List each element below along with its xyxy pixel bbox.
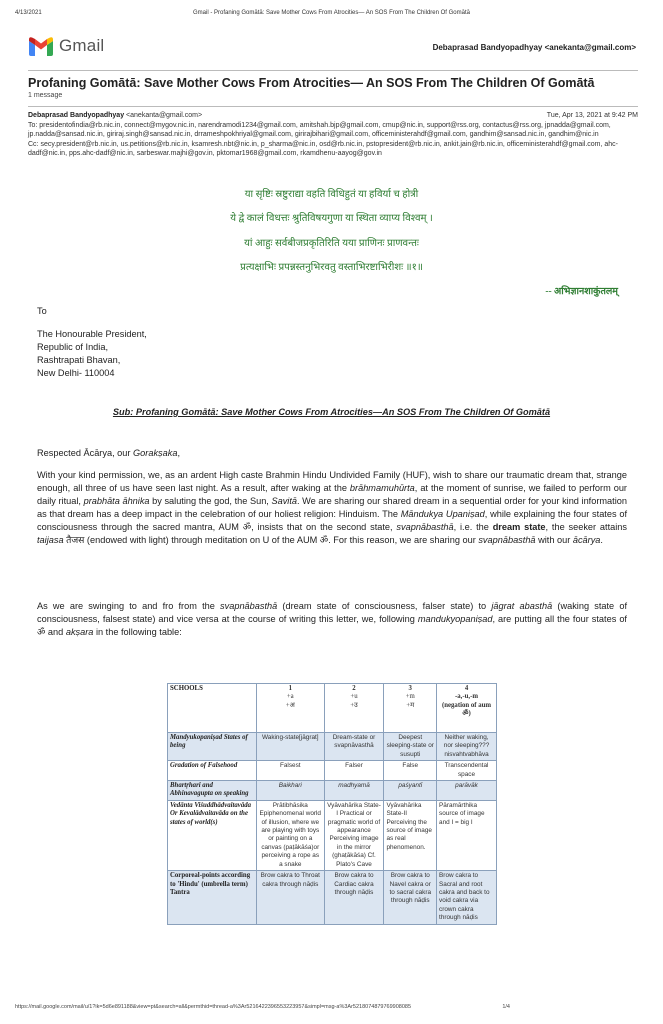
recipient-address — [37, 328, 627, 380]
paragraph-2: As we are swinging to and fro from the svapnābasthā (dream state of consciousness, falser state) to jāgrat abasthā (waking state of consciousness, falsest state) and vice versa at the course of writing this letter, we, following mandukyopaniṣad, are putting all the four states of ॐ and akṣara in the following table: — [37, 601, 628, 637]
to-label: To — [37, 306, 47, 316]
header-label: SCHOOLS — [168, 684, 257, 733]
gmail-header — [28, 36, 638, 62]
table-row — [168, 781, 497, 801]
table-cell: Vyāvahārika State-II Perceiving the source of image as real phenomenon. — [384, 800, 437, 870]
table-cell: Deepest sleeping-state or susupti — [384, 733, 437, 761]
verse-line: यां आहुः सर्वबीजप्रकृतिरिति यया प्राणिनः प्राणवन्तः — [244, 238, 419, 249]
header-col-3: 3 +m +म — [384, 684, 437, 733]
table-cell: Dream-state or svapnāvasthā — [324, 733, 384, 761]
table-row — [168, 800, 497, 870]
table-cell: Brow cakra to Cardiac cakra through nāḍis — [324, 871, 384, 924]
cc-recipients: Cc: secy.president@rb.nic.in, us.petitions@rb.nic.in, ksamresh.nbt@nic.in, p_sharma@nic.in, osd@rb.nic.in, pstopresident@rb.nic.in, ankit.jain@rb.nic.in, officeministerahdf@gmail.com, ahc-dadf@nic.in, pps.ahc-dadf@nic.in, sarbeswar.majhi@gov.in, pktomar1968@gmail.com, rkamdhenu-aayog@gov.in — [28, 140, 618, 158]
table-header-row — [168, 684, 497, 733]
row-label: Vedānta Viśuddhādvaitavāda Or Kevalādvaitavāda on the states of world(s) — [168, 800, 257, 870]
table-cell: Falsest — [257, 761, 325, 781]
table-cell: Brow cakra to Navel cakra or to sacral cakra through nāḍis — [384, 871, 437, 924]
to-recipients: To: presidentofindia@rb.nic.in, connect@mygov.nic.in, narendramodi1234@gmail.com, amitshah.bjp@gmail.com, cmup@nic.in, support@rss.org, contactus@rss.org, jpnadda@gmail.com, jp.nadda@sansad.nic.in, giriraj.singh@sansad.nic.in, drrameshpokhriyal@gmail.com, girirajbihari@gmail.com, officeministerahdf@gmail.com, gandhim@sansad.nic.in, gandhim@nic.in — [28, 121, 611, 139]
row-label: Bhartṛhari and Abhinavagupta on speaking — [168, 781, 257, 801]
thread-subject: Profaning Gomātā: Save Mother Cows From Atrocities— An SOS From The Children Of Gomātā — [28, 76, 595, 90]
page-url: https://mail.google.com/mail/u/1?ik=5d6e891188&view=pt&search=all&permthid=thread-a%3Ar5216422396553223957&simpl=msg-a%3Ar5218074879769908085 — [15, 1004, 412, 1010]
address-line: The Honourable President, — [37, 329, 147, 339]
row-label: Gradation of Falsehood — [168, 761, 257, 781]
address-line: New Delhi- 110004 — [37, 368, 115, 378]
table-row — [168, 871, 497, 924]
row-label: Corporeal-points according to 'Hindu' (umbrella term) Tantra — [168, 871, 257, 924]
print-title: Gmail - Profaning Gomātā: Save Mother Cows From Atrocities— An SOS From The Children Of Gomātā — [193, 10, 470, 16]
table-cell: Pāramārthika source of image and I = big I — [437, 800, 497, 870]
paragraph-1: With your kind permission, we, as an ardent High caste Brahmin Hindu Undivided Family (HUF), wish to share our traumatic dream that, strange enough, all three of us have seen last night. As a result, after waking at the brāhmamuhūrta, at the moment of sunrise, we failed to perform our daily ritual, prabhāta āhnika by saluting the god, the Sun, Savitā. We are sharing our shared dream in a sequential order for your kind information as that dream has a deep impact in the celebration of our holiest religion: Hinduism. The Māndukya Upaniṣad, while explaining the four states of consciousness through the sacred mantra, AUM ॐ, insists that on the second state, svapnābasthā, i.e. the dream state, the seeker attains taijasa तैजस (endowed with light) through meditation on U of the AUM ॐ. For this reason, we are sharing our svapnābasthā with our ācārya. — [37, 470, 627, 545]
table-cell: parāvāk — [437, 781, 497, 801]
header-col-4: 4 -a,-u,-m (negation of aum ॐ) — [437, 684, 497, 733]
message-count: 1 message — [28, 92, 63, 99]
table-cell: Waking-state[jāgrat] — [257, 733, 325, 761]
divider — [28, 70, 638, 71]
sender-name: Debaprasad Bandyopadhyay — [28, 112, 125, 119]
salutation: Respected Ācārya, our Gorakṣaka, — [37, 448, 181, 458]
divider — [28, 106, 638, 107]
gmail-logo-text: Gmail — [59, 36, 105, 55]
table-row — [168, 761, 497, 781]
address-line: Rashtrapati Bhavan, — [37, 355, 121, 365]
verse-line: ये द्वे कालं विधत्तः श्रुतिविषयगुणा या स्थिता व्याप्य विश्वम् । — [230, 213, 433, 224]
table-cell: Brow cakra to Sacral and root cakra and back to void cakra via crown cakra through nāḍis — [437, 871, 497, 924]
table-cell: Vyāvahārika State-I Practical or pragmatic world of appearance Perceiving image in the mirror (ghaṭākāśa) Cf. Plato's Cave — [324, 800, 384, 870]
header-col-2: 2 +u +उ — [324, 684, 384, 733]
header-col-1: 1 +a +अ — [257, 684, 325, 733]
verse-source: -- अभिज्ञानशाकुंतलम् — [545, 287, 618, 297]
table-cell: Baikhari — [257, 781, 325, 801]
message-date: Tue, Apr 13, 2021 at 9:42 PM — [546, 112, 638, 119]
table-cell: False — [384, 761, 437, 781]
verse-line: या सृष्टिः स्रष्टुराद्या वहति विधिहुतं या हविर्या च होत्री — [244, 189, 419, 200]
table-row — [168, 733, 497, 761]
table-cell: Prātibhāsika Epiphenomenal world of illusion, where we are playing with toys or painting on a canvas (paṭākāśa)or perceiving a rope as a snake — [257, 800, 325, 870]
row-label: Mandyukopaniṣad States of being — [168, 733, 257, 761]
gmail-logo[interactable] — [28, 36, 104, 56]
table-cell: Falser — [324, 761, 384, 781]
table-cell: paśyantī — [384, 781, 437, 801]
page-number: 1/4 — [502, 1004, 510, 1010]
table-cell: Transcendental space — [437, 761, 497, 781]
table-cell: Brow cakra to Throat cakra through nāḍis — [257, 871, 325, 924]
table-cell: madhyamā — [324, 781, 384, 801]
print-date: 4/13/2021 — [15, 10, 42, 16]
message-header — [28, 111, 638, 159]
gmail-m-icon — [28, 36, 54, 56]
letter-subject: Sub: Profaning Gomātā: Save Mother Cows From Atrocities—An SOS From The Children Of Gomātā — [112, 407, 551, 417]
sender-email: <anekanta@gmail.com> — [126, 112, 203, 119]
address-line: Republic of India, — [37, 342, 108, 352]
account-name: Debaprasad Bandyopadhyay <anekanta@gmail.com> — [432, 43, 636, 52]
schools-table — [167, 683, 497, 925]
table-cell: Neither waking, nor sleeping??? nisvahtvabhāva — [437, 733, 497, 761]
verse-line: प्रत्यक्षाभिः प्रपन्नस्तनुभिरवतु वस्ताभिरष्टाभिरीशः ॥१॥ — [240, 262, 423, 273]
